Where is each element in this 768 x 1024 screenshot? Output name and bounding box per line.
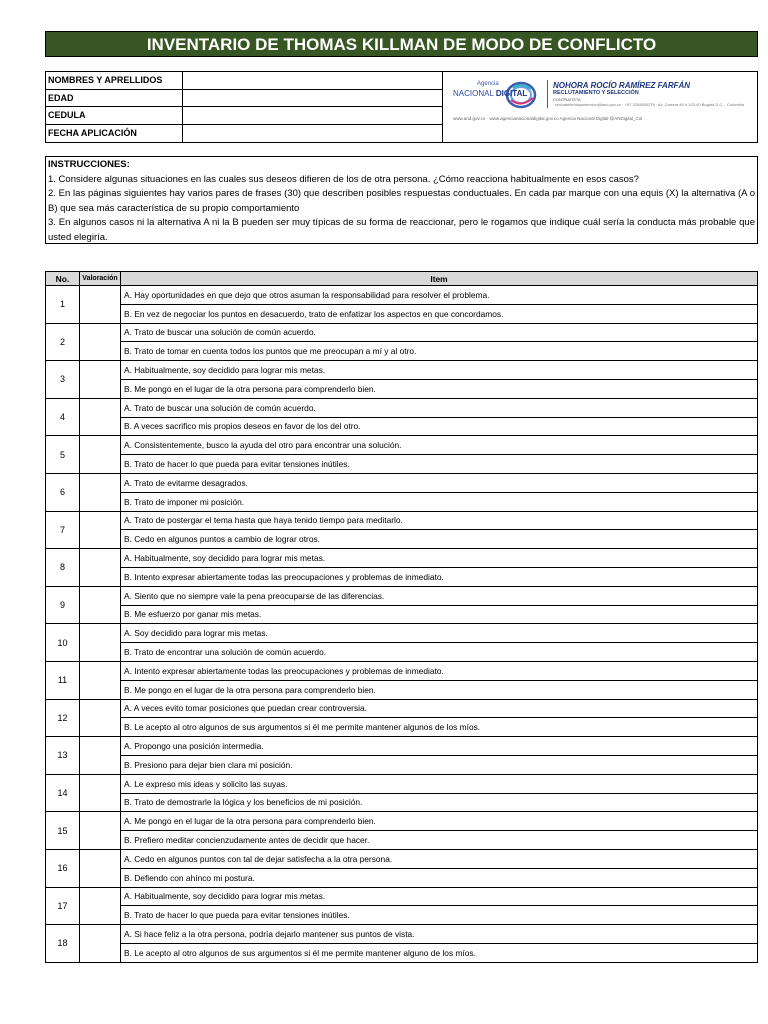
item-number: 14 bbox=[46, 774, 80, 812]
logo-divider bbox=[547, 80, 548, 108]
valoracion-cell[interactable] bbox=[80, 436, 121, 474]
option-b: B. Me esfuerzo por ganar mis metas. bbox=[121, 605, 758, 624]
item-number: 4 bbox=[46, 398, 80, 436]
option-a: A. Habitualmente, soy decidido para lograr mis metas. bbox=[121, 549, 758, 568]
table-row bbox=[46, 643, 758, 662]
table-row bbox=[46, 868, 758, 887]
valoracion-cell[interactable] bbox=[80, 774, 121, 812]
table-row bbox=[46, 436, 758, 455]
table-row bbox=[46, 774, 758, 793]
table-row bbox=[46, 605, 758, 624]
valoracion-cell[interactable] bbox=[80, 699, 121, 737]
instruction-line: 3. En algunos casos ni la alternativa A ni la B pueden ser muy típicas de su forma de reaccionar, pero le rogamos que indique cuál sería la conducta más probable que usted elegiría. bbox=[48, 217, 755, 243]
agency-name-part2: DIGITAL bbox=[495, 89, 528, 98]
item-number: 11 bbox=[46, 661, 80, 699]
contact-details: reclutamientoyseleccion@and.gov.co · +57 3209850279 · Av. Carrera 45 # 103-40 Bogotá D.C. - Colombia bbox=[555, 102, 744, 107]
item-number: 12 bbox=[46, 699, 80, 737]
option-b: B. Trato de encontrar una solución de común acuerdo. bbox=[121, 643, 758, 662]
option-a: A. Trato de evitarme desagrados. bbox=[121, 473, 758, 492]
field-label-edad: EDAD bbox=[46, 90, 183, 107]
table-row bbox=[46, 323, 758, 342]
contact-name: NOHORA ROCÍO RAMÍREZ FARFÁN bbox=[553, 81, 691, 90]
item-number: 10 bbox=[46, 624, 80, 662]
valoracion-cell[interactable] bbox=[80, 286, 121, 324]
option-b: B. Prefiero meditar concienzudamente antes de decidir que hacer. bbox=[121, 831, 758, 850]
valoracion-cell[interactable] bbox=[80, 812, 121, 850]
table-row bbox=[46, 755, 758, 774]
option-a: A. Cedo en algunos puntos con tal de dejar satisfecha a la otra persona. bbox=[121, 849, 758, 868]
table-row bbox=[46, 718, 758, 737]
field-row-fecha bbox=[46, 125, 443, 143]
option-b: B. Me pongo en el lugar de la otra persona para comprenderlo bien. bbox=[121, 379, 758, 398]
signature-logo-block bbox=[443, 72, 757, 142]
table-row bbox=[46, 567, 758, 586]
item-number: 2 bbox=[46, 323, 80, 361]
field-value-nombres[interactable] bbox=[183, 72, 443, 89]
option-a: A. Hay oportunidades en que dejo que otros asuman la responsabilidad para resolver el problema. bbox=[121, 286, 758, 305]
item-number: 17 bbox=[46, 887, 80, 925]
table-row bbox=[46, 455, 758, 474]
table-row bbox=[46, 737, 758, 756]
contact-role-secondary: CONTRATISTA bbox=[553, 97, 581, 102]
option-b: B. Cedo en algunos puntos a cambio de lograr otros. bbox=[121, 530, 758, 549]
contact-role: RECLUTAMIENTO Y SELECCIÓN bbox=[553, 90, 639, 96]
instructions-box bbox=[45, 156, 758, 244]
field-label-cedula: CEDULA bbox=[46, 107, 183, 124]
item-number: 7 bbox=[46, 511, 80, 549]
instruction-line: 1. Considere algunas situaciones en las cuales sus deseos difieren de los de otra persona. ¿Cómo reacciona habitualmente en esos casos? bbox=[48, 173, 639, 185]
field-value-fecha[interactable] bbox=[183, 125, 443, 143]
table-row bbox=[46, 812, 758, 831]
table-row bbox=[46, 793, 758, 812]
table-row bbox=[46, 943, 758, 962]
table-row bbox=[46, 849, 758, 868]
option-a: A. Intento expresar abiertamente todas las preocupaciones y problemas de inmediato. bbox=[121, 661, 758, 680]
table-header-row bbox=[46, 272, 758, 286]
field-label-fecha: FECHA APLICACIÓN bbox=[46, 125, 183, 143]
table-row bbox=[46, 549, 758, 568]
item-number: 6 bbox=[46, 473, 80, 511]
valoracion-cell[interactable] bbox=[80, 473, 121, 511]
field-label-nombres: NOMBRES Y APRELLIDOS bbox=[46, 72, 183, 89]
item-number: 16 bbox=[46, 849, 80, 887]
option-a: A. Trato de postergar el tema hasta que haya tenido tiempo para meditarlo. bbox=[121, 511, 758, 530]
instructions-heading: INSTRUCCIONES: bbox=[48, 159, 130, 170]
table-row bbox=[46, 417, 758, 436]
option-b: B. Trato de hacer lo que pueda para evitar tensiones inútiles. bbox=[121, 906, 758, 925]
item-number: 8 bbox=[46, 549, 80, 587]
items-table bbox=[45, 271, 758, 963]
valoracion-cell[interactable] bbox=[80, 511, 121, 549]
valoracion-cell[interactable] bbox=[80, 925, 121, 963]
personal-info-grid bbox=[46, 72, 443, 142]
option-a: A. Siento que no siempre vale la pena preocuparse de las diferencias. bbox=[121, 586, 758, 605]
field-value-edad[interactable] bbox=[183, 90, 443, 107]
option-b: B. A veces sacrifico mis propios deseos en favor de los del otro. bbox=[121, 417, 758, 436]
table-row bbox=[46, 530, 758, 549]
header-valoracion: Valoración bbox=[80, 272, 121, 286]
option-b: B. Trato de imponer mi posición. bbox=[121, 492, 758, 511]
field-row-nombres bbox=[46, 72, 443, 90]
table-row bbox=[46, 511, 758, 530]
option-b: B. Trato de tomar en cuenta todos los puntos que me preocupan a mí y al otro. bbox=[121, 342, 758, 361]
valoracion-cell[interactable] bbox=[80, 887, 121, 925]
option-a: A. Me pongo en el lugar de la otra persona para comprenderlo bien. bbox=[121, 812, 758, 831]
field-row-cedula bbox=[46, 107, 443, 125]
page-title: INVENTARIO DE THOMAS KILLMAN DE MODO DE CONFLICTO bbox=[45, 31, 758, 57]
table-row bbox=[46, 624, 758, 643]
agency-small-label: Agencia bbox=[477, 81, 499, 87]
option-a: A. Propongo una posición intermedia. bbox=[121, 737, 758, 756]
valoracion-cell[interactable] bbox=[80, 737, 121, 775]
valoracion-cell[interactable] bbox=[80, 849, 121, 887]
option-b: B. En vez de negociar los puntos en desacuerdo, trato de enfatizar los aspectos en que concordamos. bbox=[121, 304, 758, 323]
option-b: B. Presiono para dejar bien clara mi posición. bbox=[121, 755, 758, 774]
option-a: A. Le expreso mis ideas y solicito las suyas. bbox=[121, 774, 758, 793]
item-number: 1 bbox=[46, 286, 80, 324]
agency-name bbox=[453, 89, 527, 98]
option-a: A. A veces evito tomar posiciones que puedan crear controversia. bbox=[121, 699, 758, 718]
item-number: 18 bbox=[46, 925, 80, 963]
table-row bbox=[46, 379, 758, 398]
table-row bbox=[46, 680, 758, 699]
valoracion-cell[interactable] bbox=[80, 624, 121, 662]
item-number: 9 bbox=[46, 586, 80, 624]
items-table-body bbox=[46, 286, 758, 963]
valoracion-cell[interactable] bbox=[80, 398, 121, 436]
option-a: A. Habitualmente, soy decidido para lograr mis metas. bbox=[121, 361, 758, 380]
valoracion-cell[interactable] bbox=[80, 323, 121, 361]
valoracion-cell[interactable] bbox=[80, 586, 121, 624]
table-row bbox=[46, 661, 758, 680]
item-number: 3 bbox=[46, 361, 80, 399]
table-row bbox=[46, 699, 758, 718]
table-row bbox=[46, 906, 758, 925]
valoracion-cell[interactable] bbox=[80, 549, 121, 587]
field-row-edad bbox=[46, 90, 443, 108]
option-b: B. Me pongo en el lugar de la otra persona para comprenderlo bien. bbox=[121, 680, 758, 699]
header-no: No. bbox=[46, 272, 80, 286]
personal-info-section bbox=[45, 71, 758, 143]
table-row bbox=[46, 473, 758, 492]
option-a: A. Trato de buscar una solución de común acuerdo. bbox=[121, 323, 758, 342]
option-a: A. Si hace feliz a la otra persona, podría dejarlo mantener sus puntos de vista. bbox=[121, 925, 758, 944]
valoracion-cell[interactable] bbox=[80, 361, 121, 399]
table-row bbox=[46, 304, 758, 323]
agency-name-part1: NACIONAL bbox=[453, 89, 496, 98]
option-b: B. Trato de demostrarle la lógica y los beneficios de mi posición. bbox=[121, 793, 758, 812]
table-row bbox=[46, 887, 758, 906]
table-row bbox=[46, 831, 758, 850]
table-row bbox=[46, 361, 758, 380]
option-b: B. Le acepto al otro algunos de sus argumentos si él me permite mantener alguno de los míos. bbox=[121, 943, 758, 962]
table-row bbox=[46, 492, 758, 511]
instruction-line: 2. En las páginas siguientes hay varios pares de frases (30) que describen posibles respuestas conductuales. En cada par marque con una equis (X) la alternativa (A o B) que sea más característica de su propio comportamiento bbox=[48, 188, 755, 214]
option-a: A. Habitualmente, soy decidido para lograr mis metas. bbox=[121, 887, 758, 906]
option-b: B. Trato de hacer lo que pueda para evitar tensiones inútiles. bbox=[121, 455, 758, 474]
option-a: A. Soy decidido para lograr mis metas. bbox=[121, 624, 758, 643]
option-a: A. Consistentemente, busco la ayuda del otro para encontrar una solución. bbox=[121, 436, 758, 455]
table-row bbox=[46, 398, 758, 417]
item-number: 13 bbox=[46, 737, 80, 775]
table-row bbox=[46, 586, 758, 605]
table-row bbox=[46, 286, 758, 305]
option-b: B. Le acepto al otro algunos de sus argumentos si él me permite mantener algunos de los míos. bbox=[121, 718, 758, 737]
valoracion-cell[interactable] bbox=[80, 661, 121, 699]
option-b: B. Defiendo con ahínco mi postura. bbox=[121, 868, 758, 887]
option-b: B. Intento expresar abiertamente todas las preocupaciones y problemas de inmediato. bbox=[121, 567, 758, 586]
table-row bbox=[46, 342, 758, 361]
item-number: 5 bbox=[46, 436, 80, 474]
table-row bbox=[46, 925, 758, 944]
field-value-cedula[interactable] bbox=[183, 107, 443, 124]
item-number: 15 bbox=[46, 812, 80, 850]
header-item: Item bbox=[121, 272, 758, 286]
contact-footer-links: www.and.gov.co · www.agencianacionaldigital.gov.co Agencia Nacional Digital @ANDigital_Col bbox=[453, 116, 643, 121]
option-a: A. Trato de buscar una solución de común acuerdo. bbox=[121, 398, 758, 417]
